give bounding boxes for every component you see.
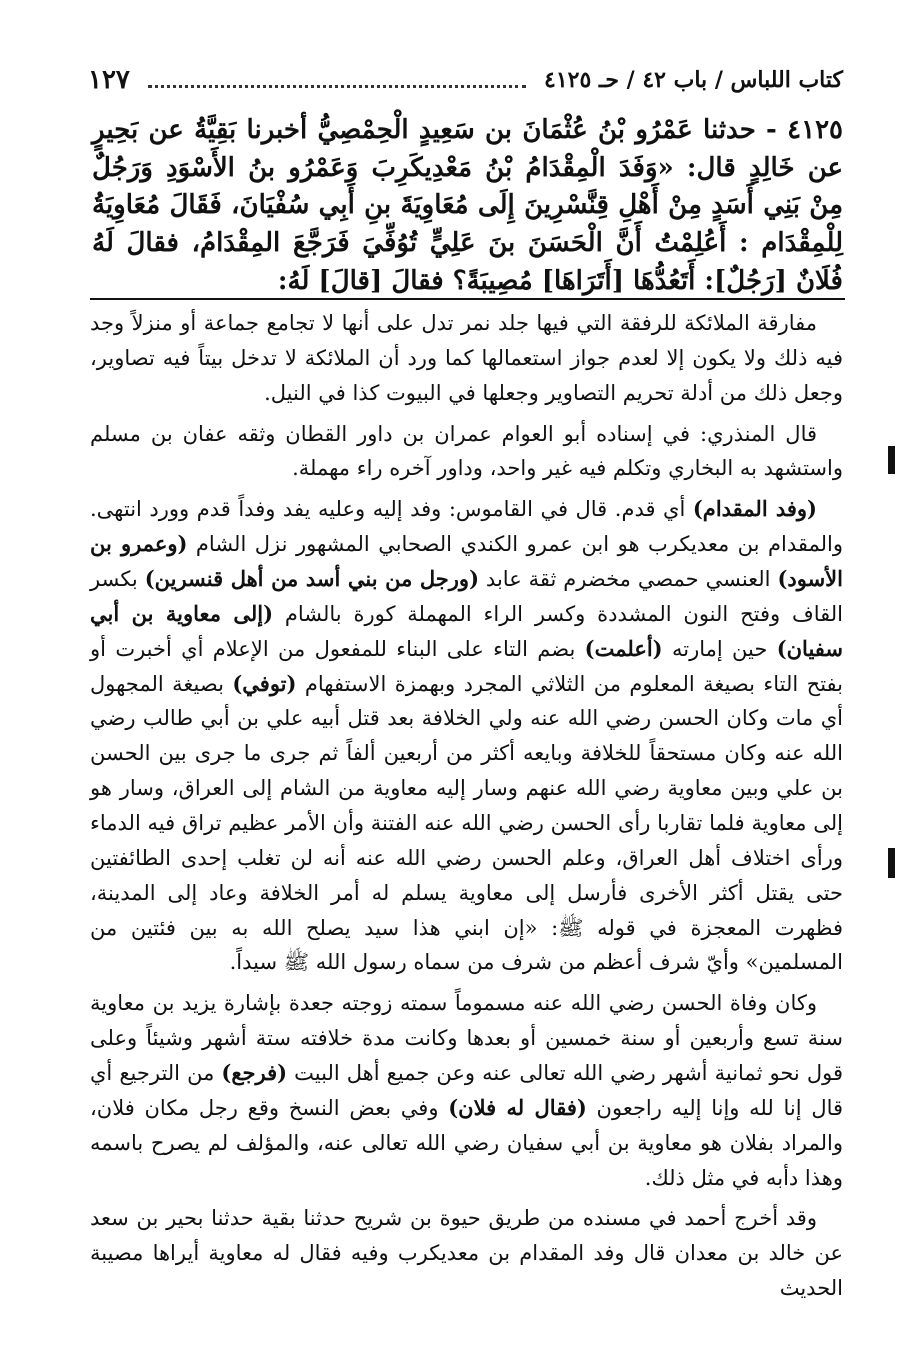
commentary-paragraph-1: مفارقة الملائكة للرفقة التي فيها جلد نمر تدل على أنها لا تجامع جماعة أو منزلاً وجد فيه ذلك ولا يكون إلا لعدم جواز استعمالها كما ورد أن الملائكة لا تدخل بيتاً فيه تصاوير، وجعل ذلك من أدلة تحريم التصاوير وجعلها في البيوت كذا في النيل. [90, 311, 843, 405]
lemma: (فرجع) [221, 1060, 288, 1086]
commentary-paragraph-2: قال المنذري: في إسناده أبو العوام عمران بن داور القطان وثقه عفان بن مسلم واستشهد به البخاري وتكلم فيه غير واحد، وداور آخره راء مهملة. [90, 421, 843, 481]
commentary-paragraph-4 [90, 986, 843, 1195]
gloss: بضم التاء على البناء للمفعول من الإعلام أي أخبرت أو بفتح التاء بصيغة المعلوم من الثلاثي المجرد وبهمزة الاستفهام [90, 636, 843, 696]
hadith-body: - حدثنا عَمْرُو بْنُ عُثْمَانَ بن سَعِيدٍ الْحِمْصِيُّ أخبرنا بَقِيَّةُ عن بَحِيرٍ عن خَالِدٍ قال: «وَفَدَ الْمِقْدَامُ بْنُ مَعْدِيكَرِبَ وَعَمْرُو بنُ الأَسْوَدِ وَرَجُلٌ مِنْ بَنِي أَسَدٍ مِنْ أَهْلِ قِنَّسْرِينَ إِلَى مُعَاوِيَةَ بنِ أَبِي سُفْيَانَ، فَقَالَ مُعَاوِيَةُ لِلْمِقْدَام : أَعُلِمْتُ أَنَّ الْحَسَنَ بنَ عَلِيٍّ تُوُفِّيَ فَرَجَّعَ المِقْدَامُ، فقالَ لَهُ فُلَانٌ [رَجُلٌ]: أَتَعُدُّهَا [أَتَرَاهَا] مُصِيبَةً؟ فقالَ [قالَ] لَهُ: [92, 115, 843, 296]
lemma: (وفد المقدام) [692, 496, 817, 522]
gloss: بصيغة المجهول أي مات وكان الحسن رضي الله عنه ولي الخلافة بعد قتل أبيه علي بن أبي طالب رضي الله عنه وكان مستحقاً للخلافة وبايعه أكثر من أربعين ألفاً ثم جرى ما جرى بين الحسن بن علي وبين معاوية رضي الله عنهم وسار إليه معاوية من الشام إلى العراق، وسار هو إلى معاوية فلما تقاربا رأى الحسن رضي الله عنه الفتنة وأن الأمر عظيم تراق فيه الدماء ورأى اختلاف أهل العراق، وعلم الحسن رضي الله عنه أنه لن تغلب إحدى الطائفتين حتى يقتل أكثر الأخرى فأرسل إلى معاوية يسلم له أمر الخلافة وعاد إلى المدينة، فظهرت المعجزة في قوله ﷺ: «إن ابني هذا سيد يصلح الله به بين فئتين من المسلمين» وأيّ شرف أعظم من شرف من سماه رسول الله ﷺ سيداً. [90, 671, 843, 975]
lemma: (أعلمت) [584, 635, 663, 661]
gloss: حين إمارته [662, 636, 777, 661]
gloss: وفي بعض النسخ وقع رجل مكان فلان، والمراد بفلان هو معاوية بن أبي سفيان رضي الله تعالى عنه، والمؤلف لم يصرح باسمه وهذا دأبه في مثل ذلك. [90, 1095, 843, 1190]
page-number: ١٢٧ [88, 65, 130, 95]
hadith-text [92, 112, 843, 300]
lemma: (فقال له فلان) [448, 1094, 587, 1120]
lemma: (إلى معاوية بن أبي سفيان) [90, 600, 843, 661]
gloss: العنسي حمصي مخضرم ثقة عابد [479, 567, 778, 592]
lemma: (ورجل من بني أسد من أهل قنسرين) [144, 566, 480, 592]
gloss: من الترجيع أي قال إنا لله وإنا إليه راجعون [90, 1061, 844, 1120]
running-header [88, 60, 843, 100]
running-title: كتاب اللباس / باب ٤٢ / حـ ٤١٢٥ [544, 67, 843, 93]
commentary-paragraph-5: وقد أخرج أحمد في مسنده من طريق حيوة بن شريح حدثنا بقية حدثنا بحير بن سعد عن خالد بن معدان قال وفد المقدام بن معديكرب وفيه فقال له معاوية أيراها مصيبة الحديث [90, 1206, 843, 1301]
margin-mark [888, 848, 895, 878]
separator-rule [90, 298, 845, 300]
margin-mark [888, 446, 895, 474]
commentary-paragraph-3 [90, 492, 843, 980]
hadith-number: ٤١٢٥ [787, 115, 843, 145]
gloss: وكان وفاة الحسن رضي الله عنه مسموماً سمته زوجته جعدة بإشارة يزيد بن معاوية سنة تسع وأربعين أو سنة خمسين أو بعدها وكانت مدة خلافته ستة أشهر وشيئاً وعلى قول نحو ثمانية أشهر رضي الله تعالى عنه وعن جميع أهل البيت [90, 991, 843, 1086]
lemma: (وعمرو بن الأسود) [90, 531, 843, 592]
commentary [90, 306, 843, 1312]
gloss: أي قدم. قال في القاموس: وفد إليه وعليه يفد وفداً قدم وورد انتهى. والمقدام بن معديكرب هو ابن عمرو الكندي الصحابي المشهور نزل الشام [90, 497, 843, 557]
lemma: (توفي) [232, 670, 297, 696]
gloss: بكسر القاف وفتح النون المشددة وكسر الراء المهملة كورة بالشام [90, 567, 843, 626]
header-dotted-leader [148, 73, 526, 88]
